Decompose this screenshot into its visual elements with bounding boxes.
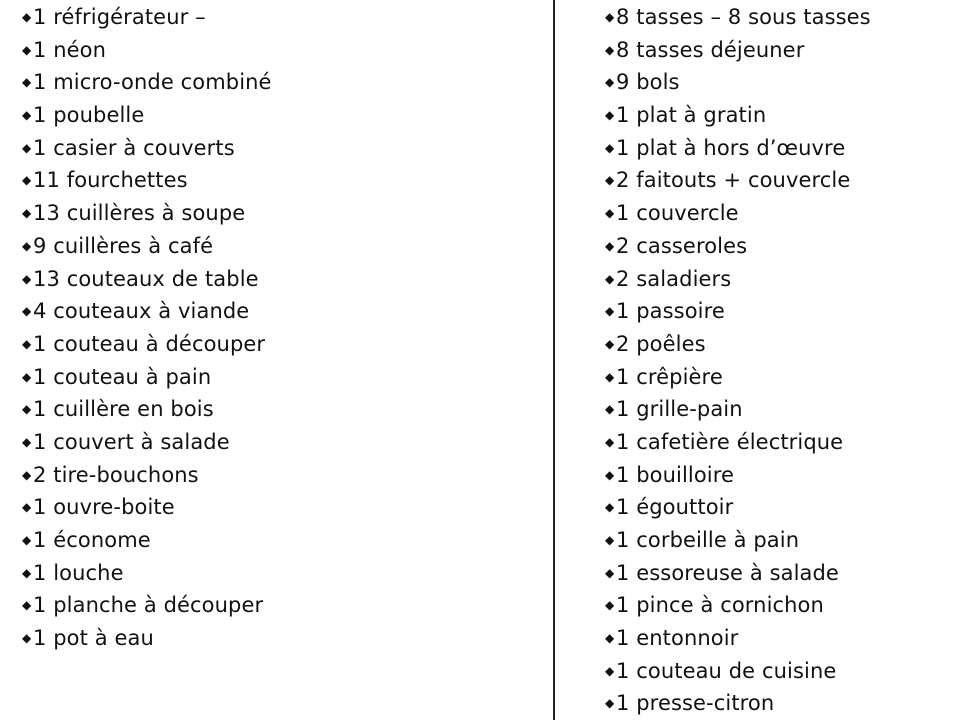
bullet-icon: ◆ [22, 336, 32, 351]
list-item-text: 2 tire-bouchons [33, 462, 199, 487]
list-item [22, 328, 272, 361]
left-item-list [22, 1, 272, 655]
list-item-text: 2 faitouts + couvercle [616, 168, 851, 193]
bullet-icon: ◆ [605, 467, 615, 482]
list-item-text: 1 planche à découper [33, 593, 264, 618]
bullet-icon: ◆ [22, 271, 32, 286]
list-item [605, 99, 871, 132]
list-item [605, 197, 871, 230]
list-item-text: 1 cafetière électrique [616, 429, 844, 454]
bullet-icon: ◆ [22, 434, 32, 449]
list-item [605, 34, 871, 67]
list-item-text: 2 saladiers [616, 266, 732, 291]
list-item-text: 1 louche [33, 560, 124, 585]
list-item [22, 1, 272, 34]
list-item [605, 295, 871, 328]
list-item [22, 459, 272, 492]
list-item-text: 1 couvercle [616, 201, 739, 226]
list-item [22, 491, 272, 524]
list-item [605, 426, 871, 459]
list-item-text: 1 ouvre-boite [33, 495, 175, 520]
list-item-text: 1 couvert à salade [33, 429, 230, 454]
bullet-icon: ◆ [605, 696, 615, 711]
bullet-icon: ◆ [605, 140, 615, 155]
list-item [605, 687, 871, 720]
list-item [22, 426, 272, 459]
bullet-icon: ◆ [605, 238, 615, 253]
right-item-list [605, 1, 871, 720]
bullet-icon: ◆ [605, 565, 615, 580]
bullet-icon: ◆ [605, 598, 615, 613]
list-item [605, 263, 871, 296]
list-item-text: 1 casier à couverts [33, 135, 235, 160]
list-item-text: 1 cuillère en bois [33, 397, 214, 422]
list-item [22, 230, 272, 263]
list-item-text: 13 couteaux de table [33, 266, 259, 291]
list-item-text: 1 néon [33, 37, 107, 62]
list-item-text: 1 couteau à pain [33, 364, 212, 389]
bullet-icon: ◆ [22, 42, 32, 57]
bullet-icon: ◆ [605, 173, 615, 188]
bullet-icon: ◆ [22, 533, 32, 547]
list-item-text: 1 réfrigérateur – [33, 5, 206, 29]
list-item-text: 1 crêpière [616, 364, 723, 389]
bullet-icon: ◆ [605, 336, 615, 351]
list-item [605, 361, 871, 394]
list-item [22, 393, 272, 426]
list-item [22, 295, 272, 328]
list-item-text: 1 entonnoir [616, 626, 739, 651]
list-item [22, 524, 272, 557]
bullet-icon: ◆ [22, 631, 32, 646]
list-item [605, 66, 871, 99]
list-item-text: 1 pot à eau [33, 626, 154, 651]
list-item-text: 2 poêles [616, 331, 706, 356]
list-item [605, 524, 871, 557]
bullet-icon: ◆ [22, 467, 32, 482]
bullet-icon: ◆ [22, 402, 32, 417]
bullet-icon: ◆ [605, 10, 615, 24]
bullet-icon: ◆ [22, 238, 32, 253]
bullet-icon: ◆ [605, 75, 615, 90]
list-item-text: 1 micro-onde combiné [33, 70, 272, 95]
list-item-text: 9 cuillères à café [33, 233, 214, 258]
list-item-text: 1 essoreuse à salade [616, 560, 839, 585]
bullet-icon: ◆ [22, 173, 32, 188]
bullet-icon: ◆ [605, 42, 615, 57]
list-item-text: 1 corbeille à pain [616, 528, 800, 552]
list-item-text: 1 égouttoir [616, 495, 734, 520]
list-item [605, 557, 871, 590]
list-item [605, 655, 871, 688]
list-item-text: 4 couteaux à viande [33, 299, 250, 324]
bullet-icon: ◆ [605, 631, 615, 646]
list-item [605, 491, 871, 524]
bullet-icon: ◆ [22, 140, 32, 155]
list-item-text: 8 tasses – 8 sous tasses [616, 5, 871, 29]
bullet-icon: ◆ [22, 10, 32, 24]
list-item [22, 164, 272, 197]
bullet-icon: ◆ [22, 108, 32, 123]
bullet-icon: ◆ [605, 402, 615, 417]
list-item-text: 1 grille-pain [616, 397, 743, 422]
list-item [22, 132, 272, 165]
list-item [605, 328, 871, 361]
list-item [22, 361, 272, 394]
list-item-text: 1 plat à gratin [616, 103, 767, 128]
bullet-icon: ◆ [605, 108, 615, 123]
list-item [605, 1, 871, 34]
bullet-icon: ◆ [605, 271, 615, 286]
list-item-text: 11 fourchettes [33, 168, 188, 193]
list-item [605, 459, 871, 492]
list-item [22, 557, 272, 590]
list-item-text: 1 couteau à découper [33, 331, 266, 356]
list-item-text: 9 bols [616, 70, 680, 95]
bullet-icon: ◆ [605, 533, 615, 547]
list-item [605, 230, 871, 263]
list-item-text: 1 poubelle [33, 103, 145, 128]
list-item [22, 622, 272, 655]
list-item-text: 1 presse-citron [616, 691, 775, 716]
list-item-text: 1 bouilloire [616, 462, 735, 487]
bullet-icon: ◆ [605, 500, 615, 515]
list-item-text: 1 passoire [616, 299, 725, 324]
bullet-icon: ◆ [22, 565, 32, 580]
list-item-text: 1 pince à cornichon [616, 593, 824, 618]
list-item-text: 1 plat à hors d’œuvre [616, 135, 846, 160]
bullet-icon: ◆ [22, 500, 32, 515]
bullet-icon: ◆ [605, 663, 615, 678]
list-item [22, 66, 272, 99]
bullet-icon: ◆ [22, 304, 32, 319]
list-item [22, 99, 272, 132]
list-item [605, 164, 871, 197]
list-item [22, 589, 272, 622]
list-item-text: 1 économe [33, 528, 151, 552]
column-divider [553, 0, 555, 720]
list-item-text: 13 cuillères à soupe [33, 201, 246, 226]
list-item-text: 1 couteau de cuisine [616, 658, 837, 683]
list-item [605, 622, 871, 655]
bullet-icon: ◆ [22, 75, 32, 90]
bullet-icon: ◆ [605, 206, 615, 221]
list-item [22, 34, 272, 67]
bullet-icon: ◆ [22, 369, 32, 384]
list-item-text: 2 casseroles [616, 233, 748, 258]
list-item [22, 197, 272, 230]
list-item [605, 132, 871, 165]
bullet-icon: ◆ [605, 434, 615, 449]
list-item-text: 8 tasses déjeuner [616, 37, 805, 62]
bullet-icon: ◆ [22, 206, 32, 221]
bullet-icon: ◆ [605, 369, 615, 384]
bullet-icon: ◆ [22, 598, 32, 613]
list-item [605, 589, 871, 622]
list-item [22, 263, 272, 296]
list-item [605, 393, 871, 426]
bullet-icon: ◆ [605, 304, 615, 319]
